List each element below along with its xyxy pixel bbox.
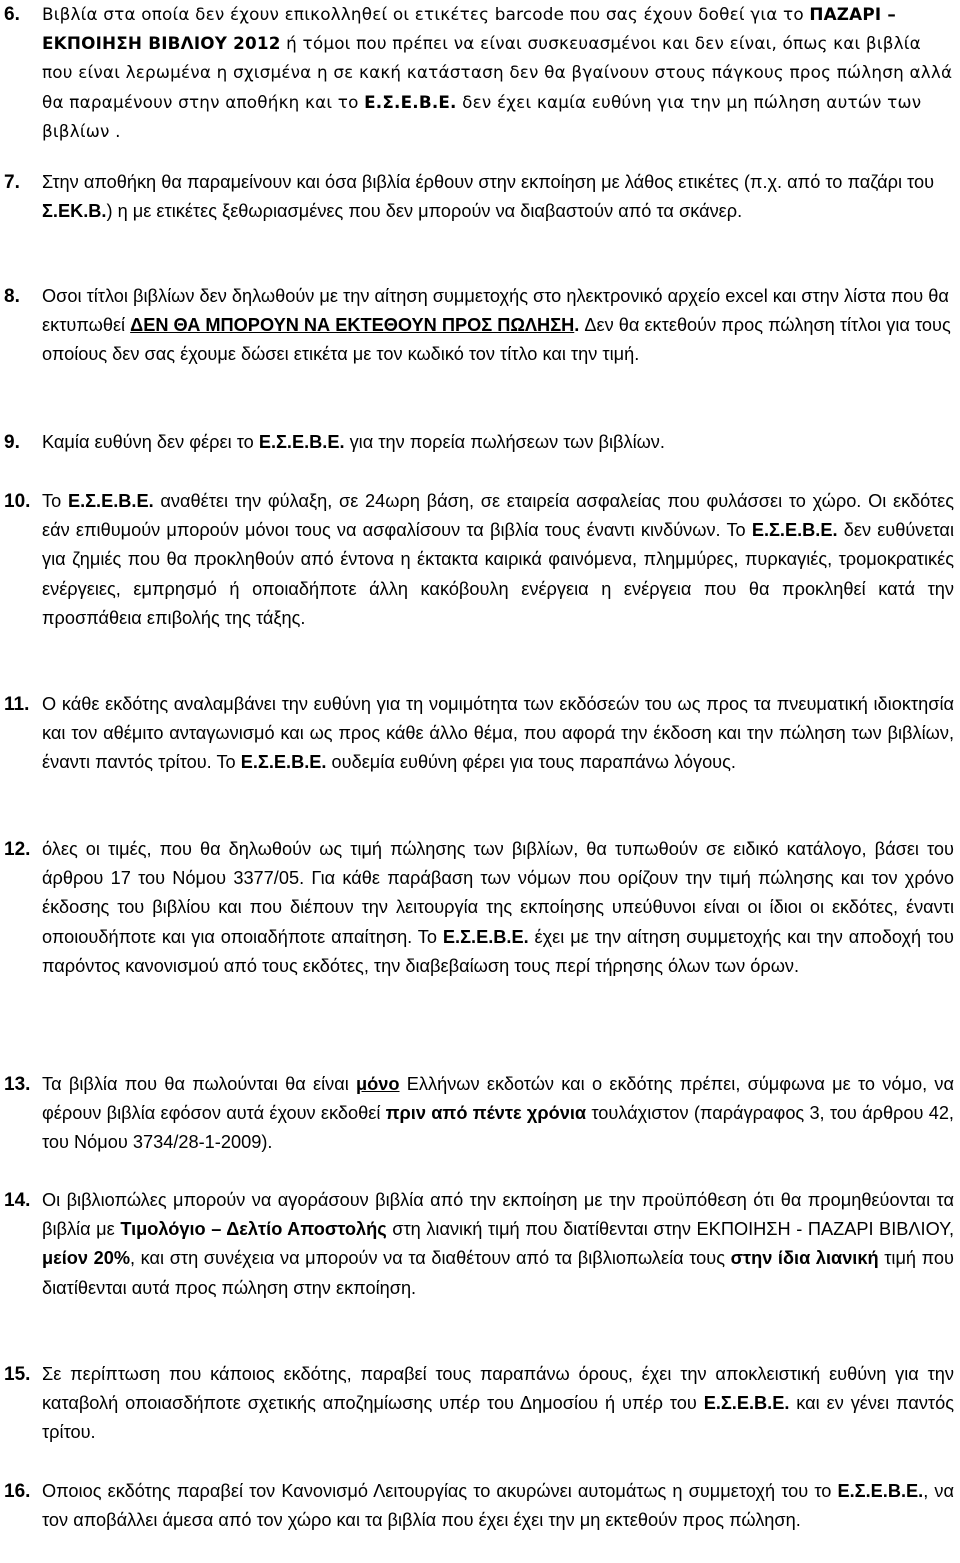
clause-number: 6. xyxy=(4,4,20,25)
clause-text xyxy=(42,1070,954,1158)
bold-text-run: Ε.Σ.Ε.Β.Ε. xyxy=(837,1481,924,1501)
bold-text-run: Ε.Σ.Ε.Β.Ε. xyxy=(364,91,457,112)
clause-number: 16. xyxy=(4,1481,31,1502)
text-run: δεν ευθύνεται για ζημιές που θα προκληθούν από έντονα η έκτακτα καιρικά φαινόμενα, πλημμύρες, πυρκαγιές, τρομοκρατικές ενέργειες, εμπρησμό ή οποιαδήποτε άλλη κακόβουλη ενέργεια η ενέργεια που θα προκληθεί κατά την προσπάθεια επιβολής της τάξης. xyxy=(42,520,954,628)
text-run: τιμή που διατίθενται αυτά προς πώληση στην εκποίηση. xyxy=(42,1248,954,1298)
bold-text-run: Ε.Σ.Ε.Β.Ε. xyxy=(703,1393,790,1414)
bold-text-run: Ε.Σ.Ε.Β.Ε. xyxy=(258,432,345,452)
text-run: Δεν θα εκτεθούν προς πώληση τίτλοι για τους οποίους δεν σας έχουμε δώσει ετικέτα με τον κωδικό τον τίτλο και την τιμή. xyxy=(42,315,951,365)
clause-text xyxy=(42,1477,954,1535)
bold-text-run: Ε.Σ.Ε.Β.Ε. xyxy=(751,520,838,541)
bold-text-run: Ε.Σ.Ε.Β.Ε. xyxy=(240,752,327,773)
text-run: δεν έχει καμία ευθύνη για την μη πώληση αυτών των βιβλίων . xyxy=(42,91,922,141)
bold-text-run: στην ίδια λιανική xyxy=(730,1248,879,1269)
text-run: Το xyxy=(42,491,68,511)
text-run: Στην αποθήκη θα παραμείνουν και όσα βιβλία έρθουν στην εκποίηση με λάθος ετικέτες (π.χ. από το παζάρι του xyxy=(42,172,935,192)
bold-text-run: . xyxy=(574,315,585,336)
text-run: , και στη συνέχεια να μπορούν να τα διαθέτουν από τα βιβλιοπωλεία τους xyxy=(130,1248,731,1269)
text-run: και εν γένει παντός τρίτου. xyxy=(42,1393,954,1443)
text-run: ) η με ετικέτες ξεθωριασμένες που δεν μπορούν να διαβαστούν από τα σκάνερ. xyxy=(106,201,743,222)
text-run: έχει με την αίτηση συμμετοχής και την αποδοχή του παρόντος κανονισμού από τους εκδότες, την διαβεβαίωση τους περί τήρησης όλων των όρων. xyxy=(42,926,954,976)
clause-number: 9. xyxy=(4,432,20,453)
clause-text xyxy=(42,168,954,226)
bold-text-run: Τιμολόγιο – Δελτίο Αποστολής xyxy=(120,1219,387,1240)
clause-number: 13. xyxy=(4,1074,31,1095)
text-run: Τα βιβλία που θα πωλούνται θα είναι xyxy=(42,1074,357,1094)
bold-text-run: Σ.ΕΚ.Β. xyxy=(42,201,107,222)
text-run: , να τον αποβάλλει άμεσα από τον χώρο και τα βιβλία που έχει έχει την μη εκτεθούν προς πώληση. xyxy=(42,1481,954,1531)
text-run: στη λιανική τιμή που διατίθενται στην ΕΚΠΟΙΗΣΗ - ΠΑΖΑΡΙ ΒΙΒΛΙΟΥ, xyxy=(386,1219,954,1240)
clause-text xyxy=(42,690,954,778)
clause-number: 12. xyxy=(4,839,31,860)
clause-number: 14. xyxy=(4,1190,31,1211)
bold-text-run: ΠΑΖΑΡΙ – ΕΚΠΟΙΗΣΗ ΒΙΒΛΙΟΥ 2012 xyxy=(42,4,896,54)
text-run: Σε περίπτωση που κάποιος εκδότης, παραβεί τους παραπάνω όρους, έχει την αποκλειστική ευθύνη για την καταβολή οποιασδήποτε σχετικής αποζημίωσης υπέρ του Δημοσίου ή υπέρ του xyxy=(42,1364,954,1414)
text-run: Βιβλία στα οποία δεν έχουν επικολληθεί οι ετικέτες barcode που σας έχουν δοθεί για το xyxy=(42,4,810,24)
clause-text xyxy=(42,1186,954,1303)
text-run: ή τόμοι που πρέπει να είναι συσκευασμένοι και δεν είναι, όπως και βιβλία που είναι λερωμένα η σχισμένα η σε κακή κατάσταση δεν θα βγαίνουν στους πάγκους προς πώληση αλλά θα παραμένουν στην αποθήκη και το xyxy=(42,33,953,112)
bold-text-run: Ε.Σ.Ε.Β.Ε. xyxy=(67,491,154,511)
text-run: όλες οι τιμές, που θα δηλωθούν ως τιμή πώλησης των βιβλίων, θα τυπωθούν σε ειδικό κατάλογο, βάσει του άρθρου 17 του Νόμου 3377/05. Για κάθε παράβαση των νόμων που ορίζουν την τιμή πώλησης και τον χρόνο έκδοσης του βιβλίου και που διέπουν την λειτουργία της εκποίησης υπεύθυνοι είναι οι ίδιοι οι εκδότες, έναντι οποιουδήποτε και για οποιαδήποτε απαίτηση. Το xyxy=(42,839,954,947)
text-run: τουλάχιστον (παράγραφος 3, του άρθρου 42, του Νόμου 3734/28-1-2009). xyxy=(42,1103,954,1153)
text-run: Καμία ευθύνη δεν φέρει το xyxy=(42,432,259,452)
clause-text xyxy=(42,282,954,370)
clause-text xyxy=(42,428,954,457)
clause-number: 8. xyxy=(4,286,20,307)
bold-text-run: Ε.Σ.Ε.Β.Ε. xyxy=(442,926,529,947)
bold-text-run: πριν από πέντε χρόνια xyxy=(385,1103,587,1124)
text-run: Ελλήνων εκδοτών και ο εκδότης πρέπει, σύμφωνα με το νόμο, να φέρουν βιβλία εφόσον αυτά έχουν εκδοθεί xyxy=(42,1074,954,1124)
text-run: Ο κάθε εκδότης αναλαμβάνει την ευθύνη για τη νομιμότητα των εκδόσεών του ως προς τα πνευματική ιδιοκτησία και τον αθέμιτο ανταγωνισμό και ως προς κάθε άλλο θέμα, που αφορά την έκδοση και την πώληση των βιβλίων, έναντι παντός τρίτου. Το xyxy=(42,694,954,773)
text-run: Οι βιβλιοπώλες μπορούν να αγοράσουν βιβλία από την εκποίηση με την προϋπόθεση ότι θα προμηθεύονται τα βιβλία με xyxy=(42,1190,954,1240)
text-run: ουδεμία ευθύνη φέρει για τους παραπάνω λόγους. xyxy=(326,752,736,773)
clause-number: 15. xyxy=(4,1364,31,1385)
bold-text-run: μόνο xyxy=(356,1074,400,1094)
clause-number: 11. xyxy=(4,694,30,715)
clause-number: 10. xyxy=(4,491,31,512)
clause-text xyxy=(42,835,954,981)
text-run: αναθέτει την φύλαξη, σε 24ωρη βάση, σε εταιρεία ασφαλείας που φυλάσσει το χώρο. Οι εκδότες εάν επιθυμούν μπορούν μόνοι τους να ασφαλίσουν τα βιβλία τους έναντι κινδύνων. Το xyxy=(42,491,954,541)
clause-number: 7. xyxy=(4,172,20,193)
text-run: Οποιος εκδότης παραβεί τον Κανονισμό Λειτουργίας το ακυρώνει αυτομάτως η συμμετοχή του το xyxy=(42,1481,838,1501)
clause-text xyxy=(42,487,954,633)
bold-text-run: ΔΕΝ ΘΑ ΜΠΟΡΟΥΝ ΝΑ ΕΚΤΕΘΟΥΝ ΠΡΟΣ ΠΩΛΗΣΗ xyxy=(130,315,575,336)
clause-text xyxy=(42,0,954,146)
text-run: για την πορεία πωλήσεων των βιβλίων. xyxy=(344,432,665,452)
bold-text-run: μείον 20% xyxy=(42,1248,131,1269)
clause-text xyxy=(42,1360,954,1448)
text-run: Οσοι τίτλοι βιβλίων δεν δηλωθούν με την αίτηση συμμετοχής στο ηλεκτρονικό αρχείο excel και στην λίστα που θα εκτυπωθεί xyxy=(42,286,949,336)
